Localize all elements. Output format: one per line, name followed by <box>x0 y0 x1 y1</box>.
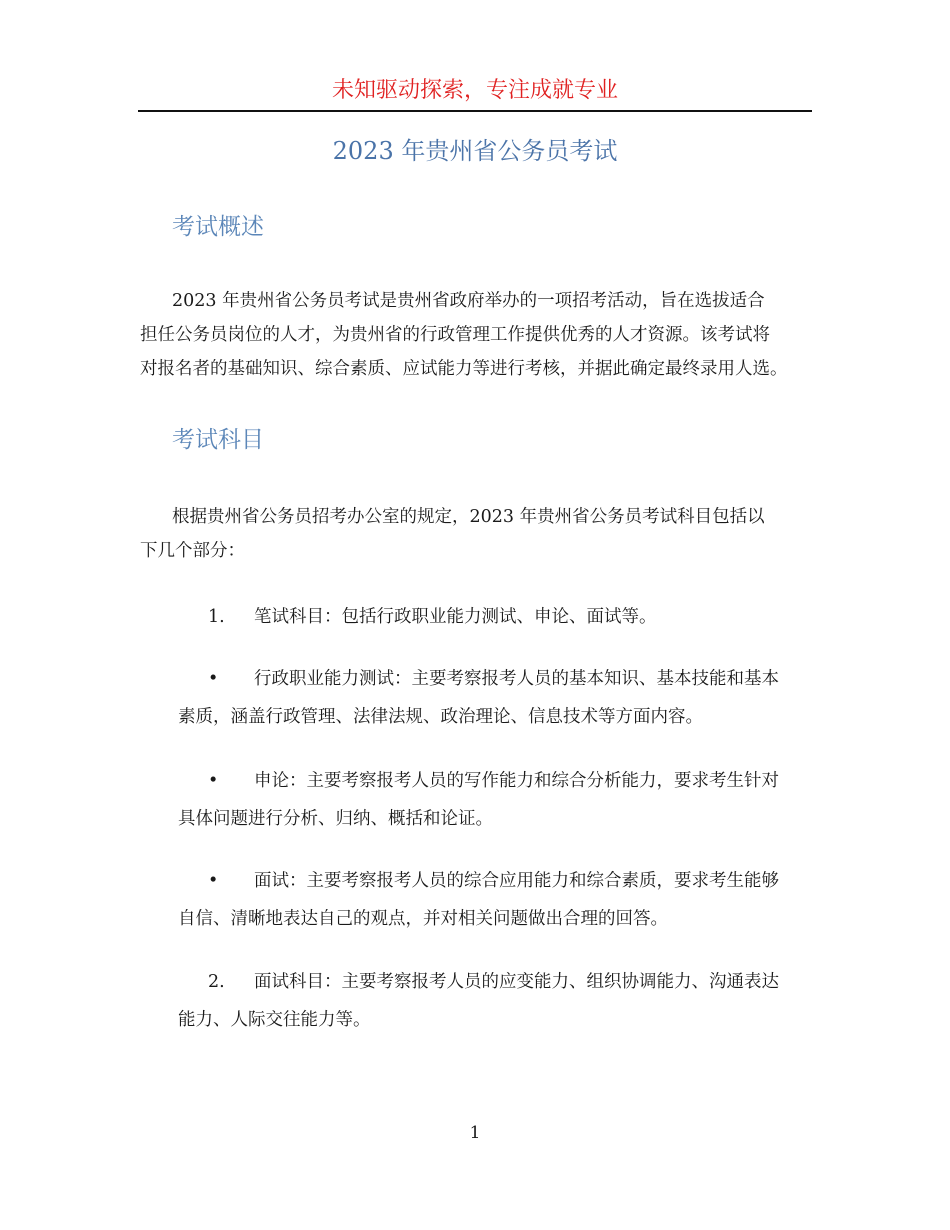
section-heading-overview: 考试概述 <box>172 214 264 240</box>
list-item <box>172 766 812 834</box>
list-marker: 1. <box>208 607 225 627</box>
list-item-text: 笔试科目：包括行政职业能力测试、申论、面试等。 <box>254 607 657 627</box>
paragraph-line: 担任公务员岗位的人才，为贵州省的行政管理工作提供优秀的人才资源。该考试将 <box>140 325 770 345</box>
list-item-continuation: 自信、清晰地表达自己的观点，并对相关问题做出合理的回答。 <box>178 909 668 929</box>
paragraph-line: 对报名者的基础知识、综合素质、应试能力等进行考核，并据此确定最终录用人选。 <box>140 359 788 379</box>
subjects-intro-paragraph <box>140 502 820 566</box>
header-divider <box>138 110 812 112</box>
paragraph-line: 根据贵州省公务员招考办公室的规定，2023 年贵州省公务员考试科目包括以 <box>172 507 765 527</box>
list-item-text: 申论：主要考察报考人员的写作能力和综合分析能力，要求考生针对 <box>254 771 779 791</box>
list-item-continuation: 素质，涵盖行政管理、法律法规、政治理论、信息技术等方面内容。 <box>178 707 703 727</box>
bullet-marker: • <box>208 871 219 891</box>
bullet-marker: • <box>208 669 219 689</box>
bullet-marker: • <box>208 771 219 791</box>
list-item-continuation: 能力、人际交往能力等。 <box>178 1010 371 1030</box>
list-item <box>172 967 812 1035</box>
list-item <box>172 866 812 934</box>
list-item-continuation: 具体问题进行分析、归纳、概括和论证。 <box>178 809 493 829</box>
paragraph-line: 2023 年贵州省公务员考试是贵州省政府举办的一项招考活动，旨在选拔适合 <box>172 291 765 311</box>
list-item <box>172 602 812 632</box>
list-item <box>172 664 812 732</box>
header-slogan: 未知驱动探索，专注成就专业 <box>331 78 618 103</box>
section-heading-subjects: 考试科目 <box>172 427 264 453</box>
document-title: 2023 年贵州省公务员考试 <box>332 137 618 165</box>
list-item-text: 面试：主要考察报考人员的综合应用能力和综合素质，要求考生能够 <box>254 871 779 891</box>
paragraph-line: 下几个部分： <box>140 541 245 561</box>
list-item-text: 行政职业能力测试：主要考察报考人员的基本知识、基本技能和基本 <box>254 669 779 689</box>
list-marker: 2. <box>208 972 225 992</box>
overview-paragraph <box>140 286 820 384</box>
page-number: 1 <box>469 1123 481 1143</box>
list-item-text: 面试科目：主要考察报考人员的应变能力、组织协调能力、沟通表达 <box>254 972 779 992</box>
